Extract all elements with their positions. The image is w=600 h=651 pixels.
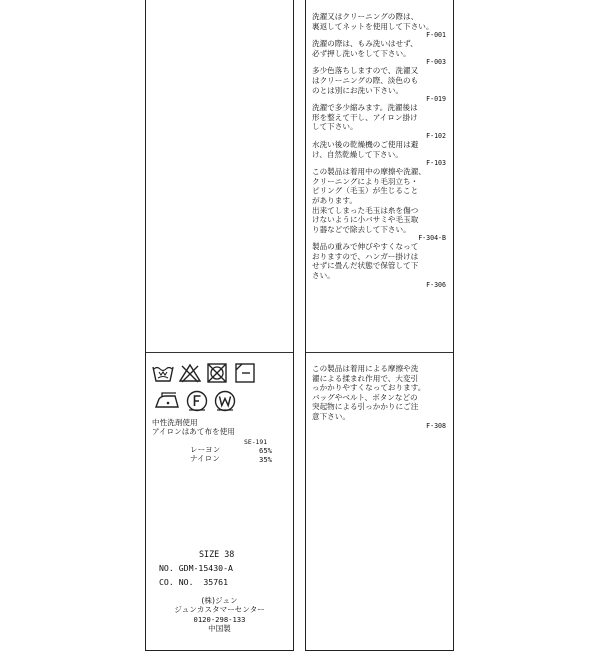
note-text: 洗濯の際は、もみ洗いはせず、 必ず押し洗いをして下さい。	[312, 39, 418, 58]
wet-clean-w-icon	[214, 390, 236, 412]
care-notes-top	[312, 12, 446, 289]
note-code: F-306	[426, 280, 446, 289]
right-care-label	[305, 0, 454, 651]
note-text: 製品の重みで伸びやすくなって おりますので、ハンガー掛けは せずに畳んだ状態で保管して下 さい。	[312, 242, 419, 281]
phone-number: 0120-298-133	[193, 615, 246, 624]
note-code: F-103	[426, 159, 446, 168]
note-block	[312, 103, 446, 140]
note-block	[312, 242, 446, 288]
left-care-label	[145, 0, 294, 651]
note-block	[312, 66, 446, 103]
note-block	[312, 140, 446, 167]
note-code: F-019	[426, 95, 446, 104]
country-of-origin: 中国製	[208, 624, 231, 633]
note-code: F-308	[426, 421, 446, 430]
color-number: CO. NO. 35761	[159, 577, 229, 587]
note-text: 洗濯又はクリーニングの際は、 裏返してネットを使用して下さい。	[312, 12, 434, 31]
right-divider	[306, 352, 453, 353]
note-block	[312, 39, 446, 66]
care-code: SE-191	[244, 438, 268, 446]
fabric-name-1: レーヨン	[190, 445, 221, 454]
wash-tub-icon	[152, 363, 174, 383]
note-code: F-001	[426, 31, 446, 40]
note-text: 多少色落ちしますので、洗濯又 はクリーニングの際、淡色のも のとは別にお洗い下さい。	[312, 66, 419, 95]
note-text: この製品は着用中の摩擦や洗濯、 クリーニングにより毛羽立ち・ ピリング（毛玉）が生じること があります。 出来てしまった毛玉は糸を傷つ けないように小バサミや毛玉取 り器などで除去して下さい。	[312, 167, 426, 234]
note-code: F-304-B	[418, 234, 446, 243]
line-dry-shade-icon	[234, 363, 256, 383]
fabric-name-2: ナイロン	[190, 454, 220, 463]
fabric-pct-1: 65%	[259, 446, 272, 455]
product-number: NO. GDM-15430-A	[159, 563, 233, 573]
left-divider	[146, 352, 293, 353]
note-text: 水洗い後の乾燥機のご使用は避 け、自然乾燥して下さい。	[312, 139, 419, 159]
care-text-iron: アイロンはあて布を使用	[152, 427, 235, 436]
note-block	[312, 167, 446, 242]
note-block	[312, 12, 446, 39]
care-text-detergent: 中性洗剤使用	[152, 418, 198, 427]
iron-icon	[154, 392, 180, 410]
note-text: この製品は着用による摩擦や洗 濯による揉まれ作用で、大変引 っかかりやすくなっております。 バッグやベルト、ボタンなどの 突起物による引っかかりにご注 意下さい。	[312, 364, 426, 421]
size-label: SIZE 38	[199, 549, 235, 559]
no-tumble-dry-icon	[206, 363, 228, 383]
no-bleach-icon	[179, 363, 201, 383]
note-code: F-003	[426, 58, 446, 67]
customer-center: ジュンカスタマーセンター	[174, 605, 265, 614]
care-notes-bottom	[312, 364, 446, 430]
fabric-pct-2: 35%	[259, 455, 272, 464]
note-code: F-102	[426, 131, 446, 140]
company-name: (株)ジュン	[201, 596, 238, 605]
note-text: 洗濯で多少縮みます。洗濯後は 形を整えて干し、アイロン掛け して下さい。	[312, 103, 418, 132]
dry-clean-f-icon	[186, 390, 208, 412]
